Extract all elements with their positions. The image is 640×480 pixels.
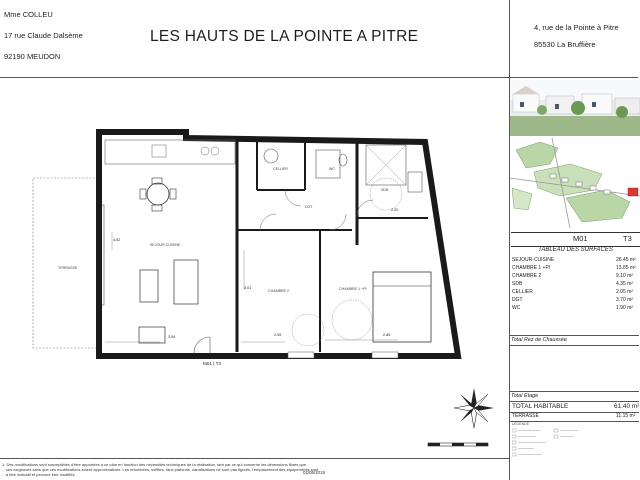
hob-2	[211, 147, 219, 155]
perspective-image	[510, 80, 640, 136]
sdb-turning-circle	[370, 178, 402, 210]
water-heater	[264, 149, 278, 163]
table-row: CHAMBRE 1 +PI 13.85 m²	[512, 265, 636, 271]
kitchen-counter	[105, 140, 235, 164]
client-city: 92190 MEUDON	[4, 52, 61, 61]
dim-259: 2.59	[274, 333, 282, 337]
dim-301: 3.01	[244, 286, 252, 290]
hob-1	[201, 147, 209, 155]
disclaimer-line-1: 1. Des modifications sont susceptibles d'être apportées à ce plan en fonction des nécessités techniques de la réalisation, tant par ce qui concerne les dimensions libres que	[2, 462, 307, 467]
sofa	[174, 260, 198, 304]
terrasse-row: TERRASSE 11.15 m²	[512, 413, 636, 419]
cellier-door-swing	[285, 190, 301, 206]
total-rdc-label: Total Rez de Chaussée	[511, 337, 567, 343]
room-label-dgt: DGT	[305, 205, 313, 209]
client-name: Mme COLLEU	[4, 10, 53, 19]
chair-w	[140, 189, 146, 199]
room-label-wc: WC	[329, 167, 335, 171]
entry-door-swing	[194, 337, 210, 353]
table-row: SDB 4.35 m²	[512, 281, 633, 287]
project-address-street: 4, rue de la Pointe à Pitre	[534, 23, 619, 32]
kitchen-sink	[152, 145, 166, 157]
scale-bar	[427, 441, 489, 449]
chair-e	[170, 189, 176, 199]
dining-table	[147, 183, 169, 205]
north-arrow-icon	[452, 386, 496, 430]
table-row: CELLIER 2.05 m²	[512, 289, 633, 295]
lot-highlight	[628, 188, 638, 196]
window-ch1	[372, 352, 398, 358]
room-label-terrasse: TERRASSE	[58, 266, 78, 270]
washbasin	[408, 172, 422, 192]
lot-label: M01 | T3	[203, 361, 221, 366]
table-row: DGT 3.70 m²	[512, 297, 633, 303]
ch1-turning-circle	[332, 300, 372, 340]
dim-394: 3.94	[168, 335, 176, 339]
ch1-door-swing	[330, 214, 346, 230]
dim-452: 4.52	[113, 238, 121, 242]
coffee-table	[140, 270, 158, 302]
disclaimer-line-3: …à titre indicatif et peuvent être modifiés.	[2, 472, 76, 477]
legend-title: LEGENDE	[512, 422, 530, 426]
table-rule	[510, 401, 639, 402]
room-label-cellier: CELLIER	[273, 167, 288, 171]
table-row: CHAMBRE 2 9.10 m²	[512, 273, 633, 279]
total-habitable-row: TOTAL HABITABLE 61.40 m²	[512, 403, 640, 410]
table-title: TABLEAU DES SURFACES	[538, 247, 613, 253]
lot-type: T3	[623, 234, 632, 243]
ch2-door-swing	[260, 214, 276, 230]
dim-285: 2.85	[383, 333, 391, 337]
chair-s	[152, 205, 162, 211]
project-title: LES HAUTS DE LA POINTE A PITRE	[150, 28, 419, 45]
table-rule	[510, 335, 639, 336]
room-label-sdb: SDB	[381, 188, 389, 192]
wc-cubicle	[316, 150, 340, 178]
total-etage-label: Total Etage	[511, 393, 539, 399]
legend	[512, 428, 638, 458]
window-ch2	[288, 352, 314, 358]
table-rule	[510, 391, 639, 392]
dim-220: 2.20	[391, 208, 399, 212]
project-address-city: 85530 La Bruffière	[534, 40, 596, 49]
table-rule	[510, 421, 639, 422]
document-date: 02/05/2019	[303, 470, 325, 475]
sdb-door-swing	[357, 200, 373, 216]
tv-unit	[139, 327, 165, 343]
table-header	[511, 232, 640, 247]
table-rule	[510, 345, 639, 346]
disclaimer-line-2: …ces exigences sans que ces modifications soient approximatives. Les retombées, soffites, faux plafonds, canalisations ne sont pas figurés, l'emplacement des équipements sont	[2, 467, 319, 472]
terrace-outline	[33, 178, 99, 348]
bed	[373, 272, 431, 342]
lot-number: M01	[573, 234, 588, 243]
room-label-chambre1: CHAMBRE 1 +PI	[339, 287, 367, 291]
room-label-chambre2: CHAMBRE 2	[268, 289, 289, 293]
client-street: 17 rue Claude Dalsème	[4, 31, 83, 40]
site-plan	[510, 138, 640, 228]
room-label-sejour: SEJOUR-CUISINE	[150, 243, 181, 247]
table-row: SEJOUR-CUISINE 26.45 m²	[512, 257, 636, 263]
table-row: WC 1.90 m²	[512, 305, 633, 311]
